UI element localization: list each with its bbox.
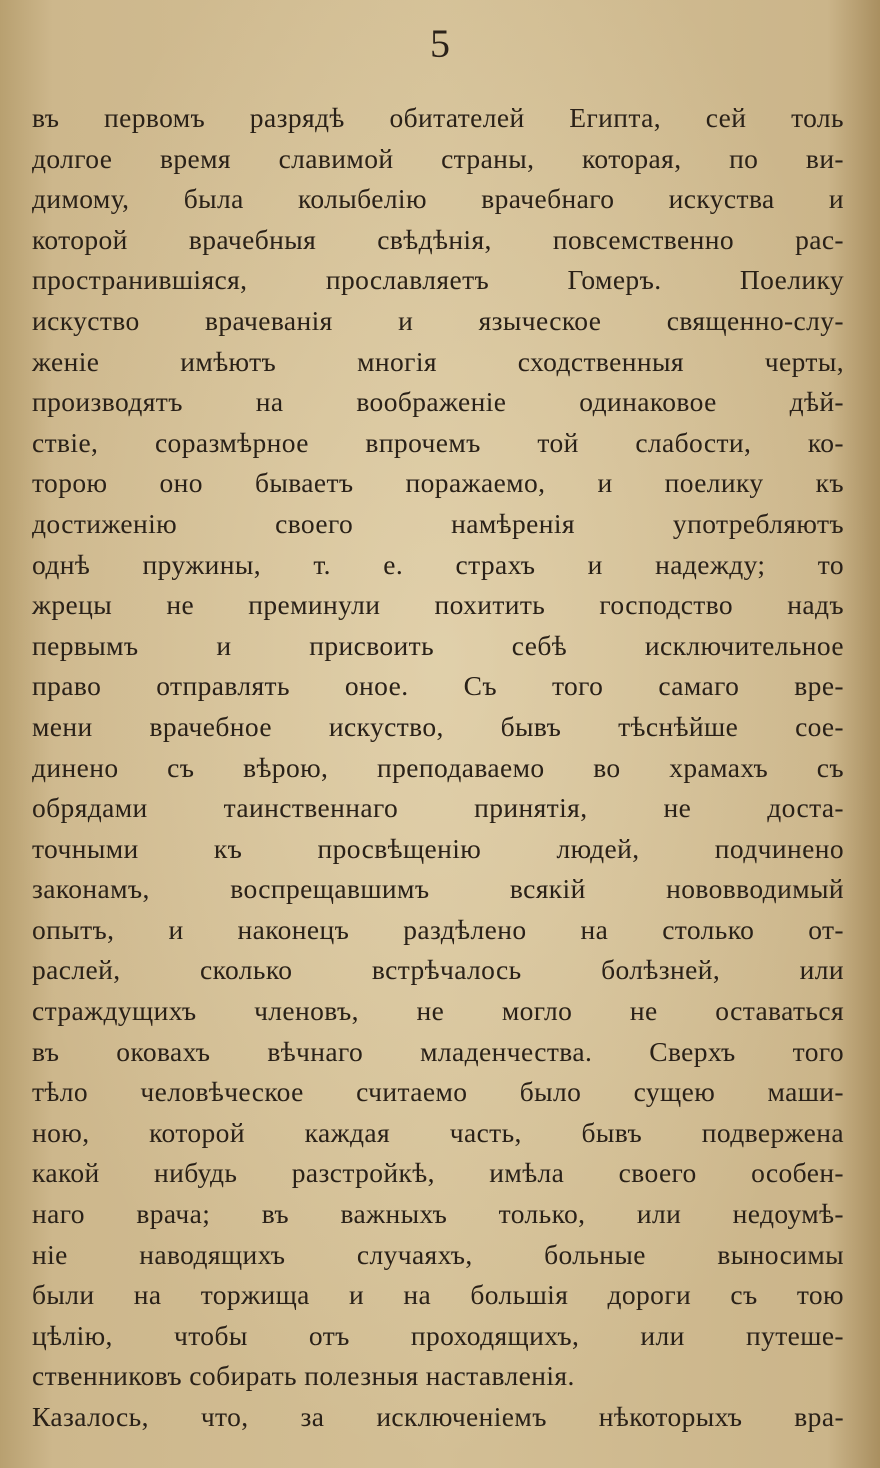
body-text <box>32 98 844 1438</box>
text-line: ственниковъ собирать полезныя наставленія. <box>32 1360 575 1392</box>
text-line: долгое время славимой страны, которая, по ви- <box>32 142 844 174</box>
text-line: торою оно бываетъ поражаемо, и поелику къ <box>32 467 844 499</box>
text-line: ствіе, соразмѣрное впрочемъ той слабости, ко- <box>32 426 844 458</box>
text-line: димому, была колыбелію врачебнаго искуства и <box>32 183 844 215</box>
text-line: которой врачебныя свѣдѣнія, повсемственно рас- <box>32 223 844 255</box>
text-line: опытъ, и наконецъ раздѣлено на столько от- <box>32 913 844 945</box>
text-line: женіе имѣютъ многія сходственныя черты, <box>32 345 844 377</box>
text-line: были на торжища и на большія дороги съ тою <box>32 1279 844 1311</box>
text-line: какой нибудь разстройкѣ, имѣла своего особен- <box>32 1157 844 1189</box>
text-line: раслей, сколько встрѣчалось болѣзней, или <box>32 954 844 986</box>
text-line: динено съ вѣрою, преподаваемо во храмахъ съ <box>32 751 844 783</box>
page-number: 5 <box>430 21 450 66</box>
text-line: мени врачебное искуство, бывъ тѣснѣйше соe- <box>32 710 844 742</box>
text-line: цѣлію, чтобы отъ проходящихъ, или путеше- <box>32 1319 844 1351</box>
text-line: ною, которой каждая часть, бывъ подвержена <box>32 1116 844 1148</box>
text-line: производятъ на воображеніе одинаковое дѣй- <box>32 386 844 418</box>
text-line: въ оковахъ вѣчнаго младенчества. Сверхъ того <box>32 1035 844 1067</box>
text-line: ніе наводящихъ случаяхъ, больные выносимы <box>32 1238 844 1270</box>
text-line: первымъ и присвоить себѣ исключительное <box>32 629 844 661</box>
text-line: тѣло человѣческое считаемо было сущею маши- <box>32 1076 844 1108</box>
text-line: жрецы не преминули похитить господство надъ <box>32 589 844 621</box>
text-line: законамъ, воспрещавшимъ всякій нововводимый <box>32 873 844 905</box>
text-line: пространившіяся, прославляетъ Гомеръ. Поелику <box>32 264 844 296</box>
text-line: обрядами таинственнаго принятія, не доста- <box>32 792 844 824</box>
text-line: право отправлять оное. Съ того самаго вре- <box>32 670 844 702</box>
text-line: искуство врачеванія и языческое священно-слу- <box>32 304 844 336</box>
text-line: страждущихъ членовъ, не могло не оставаться <box>32 995 844 1027</box>
text-line: наго врача; въ важныхъ только, или недоумѣ- <box>32 1198 844 1230</box>
text-line: точными къ просвѣщенію людей, подчинено <box>32 832 844 864</box>
text-line: въ первомъ разрядѣ обитателей Египта, сей толь <box>32 102 844 133</box>
text-line: Казалось, что, за исключеніемъ нѣкоторыхъ вра- <box>32 1401 844 1432</box>
text-line: однѣ пружины, т. е. страхъ и надежду; то <box>32 548 844 580</box>
text-line: достиженію своего намѣренія употребляютъ <box>32 507 844 539</box>
